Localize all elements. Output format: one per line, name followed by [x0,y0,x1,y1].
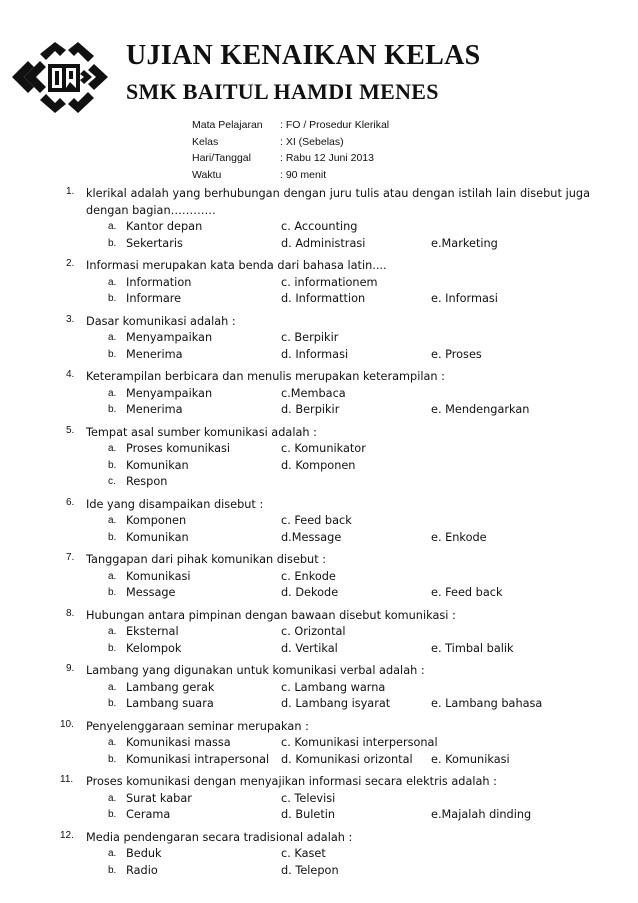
option-row [0,807,638,824]
option-letter: a. [108,737,117,748]
question-text: Tanggapan dari pihak komunikan disebut : [86,553,327,566]
question-text: Hubungan antara pimpinan dengan bawaan disebut komunikasi : [86,608,456,622]
option-row [0,330,638,347]
question-item [0,258,638,308]
option-letter: b. [108,753,117,765]
option-letter: a. [108,276,117,288]
question-item [0,719,638,769]
option-row [0,474,638,491]
option-text: Cerama [126,808,171,821]
option-text: e. Lambang bahasa [431,697,543,710]
option-text: Information [126,275,192,289]
question-item [0,774,638,824]
option-letter: a. [108,570,117,582]
school-logo-icon [10,40,110,115]
option-text: e. Timbal balik [431,641,514,655]
question-list [0,186,638,885]
option-row [0,641,638,658]
info-label: Kelas [192,135,219,148]
option-text: d. Administrasi [281,236,366,250]
option-text: c. Televisi [281,791,336,805]
option-row [0,291,638,308]
option-letter: b. [108,809,117,820]
option-row [0,219,638,236]
option-row [0,791,638,808]
option-text: Menyampaikan [126,386,213,400]
info-label: Mata Pelajaran [192,119,263,131]
question-text: Lambang yang digunakan untuk komunikasi verbal adalah : [86,664,425,677]
option-text: c. Lambang warna [281,680,386,694]
option-letter: b. [108,587,117,598]
option-row [0,735,638,752]
question-item [0,497,638,547]
option-letter: b. [108,404,117,415]
option-text: Menerima [126,347,183,361]
option-text: e. Mendengarkan [431,403,530,416]
question-number: 1. [66,186,75,197]
question-item [0,369,638,419]
option-text: c. Orizontal [281,625,346,638]
option-text: d. Informattion [281,292,366,305]
option-text: Komunikasi [126,569,191,583]
option-letter: a. [108,792,117,804]
option-letter: b. [108,698,117,709]
info-label: Hari/Tanggal [192,152,251,164]
exam-title: UJIAN KENAIKAN KELAS [126,40,481,71]
option-row [0,569,638,586]
option-row [0,585,638,602]
info-value: : Rabu 12 Juni 2013 [280,152,374,164]
option-text: c. Komunikasi interpersonal [281,736,438,749]
option-row [0,441,638,458]
school-name: SMK BAITUL HAMDI MENES [126,79,439,104]
question-number: 7. [66,552,75,563]
option-text: Informare [126,292,182,305]
option-text: Message [126,586,176,599]
question-number: 10. [60,718,74,730]
option-row [0,458,638,475]
option-text: d. Vertikal [281,641,338,655]
info-label: Waktu [192,168,222,181]
option-row [0,846,638,863]
option-row [0,386,638,403]
question-number: 4. [66,369,75,380]
option-text: e. Proses [431,347,482,361]
info-value: : XI (Sebelas) [280,135,344,148]
option-text: d. Lambang isyarat [281,697,391,710]
question-item [0,608,638,658]
option-letter: b. [108,864,117,876]
info-row-time [192,167,389,184]
info-value: : FO / Prosedur Klerikal [280,119,390,131]
option-text: Komunikasi intrapersonal [126,752,270,766]
option-text: e. Komunikasi [431,752,510,766]
option-text: c. Feed back [281,514,352,527]
option-letter: b. [108,459,117,471]
option-row [0,624,638,641]
option-text: d. Informasi [281,347,349,361]
question-item [0,552,638,602]
option-text: Komunikasi massa [126,736,231,749]
option-text: Komponen [126,514,187,527]
question-text: Proses komunikasi dengan menyajikan informasi secara elektris adalah : [86,775,497,788]
option-text: d. Telepon [281,863,339,877]
option-letter: a. [108,848,117,859]
option-row [0,402,638,419]
option-row [0,236,638,253]
option-text: c. informationem [281,275,378,289]
question-number: 6. [66,496,75,508]
question-text: Informasi merupakan kata benda dari bahasa latin.... [86,259,387,272]
option-letter: c. [108,476,116,487]
question-text: Ide yang disampaikan disebut : [86,497,264,511]
option-text: Kantor depan [126,220,203,233]
option-text: Beduk [126,847,162,860]
option-text: Proses komunikasi [126,442,231,455]
question-number: 3. [66,313,75,325]
question-text: Penyelenggaraan seminar merupakan : [86,719,309,733]
option-letter: a. [108,626,117,637]
option-text: d. Komponen [281,458,356,472]
info-row-subject [192,117,389,134]
option-row [0,680,638,697]
option-letter: b. [108,293,117,304]
option-text: e. Informasi [431,292,498,305]
option-text: c. Komunikator [281,442,366,455]
question-text: klerikal adalah yang berhubungan dengan juru tulis atau dengan istilah lain disebut juga dengan bagian………… [86,187,590,217]
option-text: e. Enkode [431,530,487,544]
question-item [0,425,638,491]
question-text: Dasar komunikasi adalah : [86,314,236,328]
option-text: Lambang gerak [126,680,215,694]
option-text: Komunikan [126,458,189,472]
info-row-class [192,134,389,151]
option-text: c. Berpikir [281,331,339,344]
option-letter: b. [108,642,117,654]
option-text: d. Buletin [281,808,336,821]
option-row [0,347,638,364]
question-number: 9. [66,663,75,674]
option-row [0,863,638,880]
option-text: Sekertaris [126,236,183,250]
option-letter: a. [108,387,117,399]
option-row [0,696,638,713]
option-letter: a. [108,681,117,693]
option-text: e.Marketing [431,236,498,250]
option-letter: b. [108,237,117,249]
option-text: Menerima [126,403,183,416]
question-text: Tempat asal sumber komunikasi adalah : [86,425,317,439]
option-text: Menyampaikan [126,331,213,344]
question-number: 5. [66,424,75,436]
question-number: 12. [60,829,74,841]
option-text: c.Membaca [281,386,346,400]
option-row [0,275,638,292]
option-letter: b. [108,348,117,360]
question-number: 11. [60,774,74,785]
question-item [0,186,638,252]
question-number: 2. [66,258,75,269]
option-text: d. Berpikir [281,403,340,416]
question-number: 8. [66,607,75,619]
option-text: d.Message [281,530,342,544]
option-text: c. Kaset [281,847,326,860]
option-text: c. Enkode [281,569,336,583]
option-text: c. Accounting [281,220,358,233]
option-row [0,752,638,769]
exam-info-table [192,117,389,183]
option-letter: b. [108,531,117,543]
info-row-date [192,150,389,167]
option-text: Radio [126,863,158,877]
option-text: Lambang suara [126,697,214,710]
option-letter: a. [108,515,117,526]
option-text: Kelompok [126,641,182,655]
question-text: Media pendengaran secara tradisional adalah : [86,830,353,844]
option-text: Respon [126,475,168,488]
option-letter: a. [108,221,117,232]
option-row [0,530,638,547]
option-text: e.Majalah dinding [431,808,532,821]
question-text: Keterampilan berbicara dan menulis merupakan keterampilan : [86,370,445,383]
option-text: Surat kabar [126,791,192,805]
option-letter: a. [108,332,117,343]
option-text: d. Dekode [281,586,339,599]
question-item [0,830,638,880]
question-item [0,314,638,364]
option-text: Eksternal [126,625,179,638]
option-text: d. Komunikasi orizontal [281,752,413,766]
option-text: e. Feed back [431,586,503,599]
option-letter: a. [108,443,117,454]
info-value: : 90 menit [280,168,327,181]
option-text: Komunikan [126,530,189,544]
question-item [0,663,638,713]
option-row [0,513,638,530]
